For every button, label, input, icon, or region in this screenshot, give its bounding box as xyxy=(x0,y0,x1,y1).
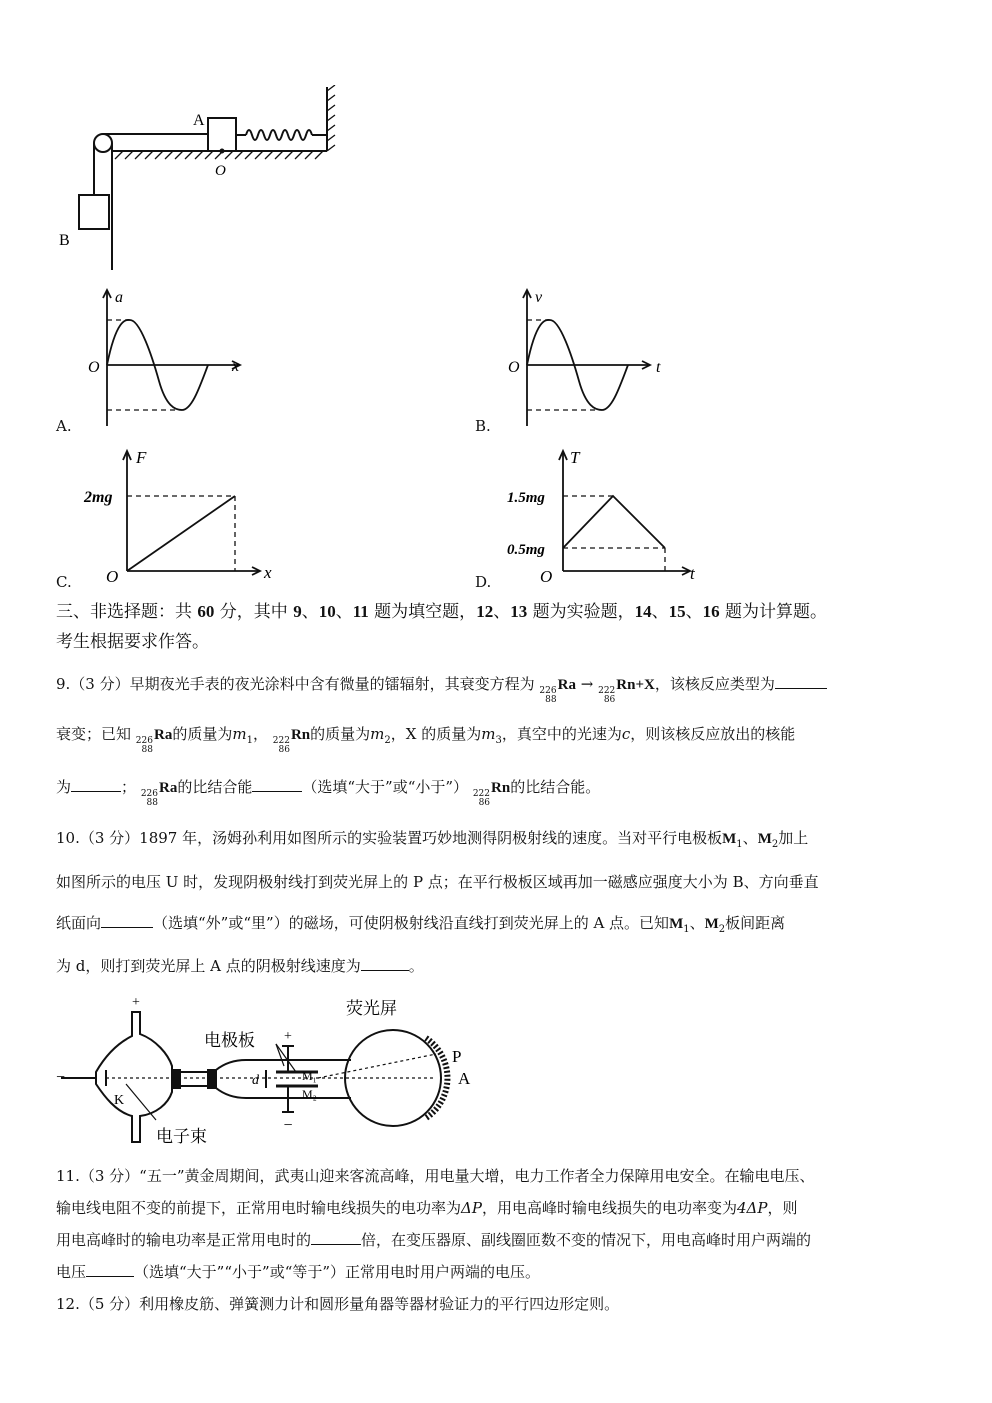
section-heading: 三、非选择题：共 60 分，其中 9、10、11 题为填空题，12、13 题为实验题，14、15、16 题为计算题。 xyxy=(56,602,827,622)
tube-plus-top: + xyxy=(132,995,140,1010)
q10-line2: 如图所示的电压 U 时，发现阴极射线打到荧光屏上的 P 点；在平行极板区域再加一磁感应强度大小为 B、方向垂直 xyxy=(56,873,819,891)
option-d-tick-high: 1.5mg xyxy=(507,490,545,506)
point-o-label: O xyxy=(215,163,226,179)
option-d-letter: D. xyxy=(475,573,492,591)
q10-line4: 为 d，则打到荧光屏上 A 点的阴极射线速度为 。 xyxy=(56,957,424,975)
q9-blank-3[interactable] xyxy=(252,777,302,792)
option-b-x-label: t xyxy=(656,359,661,376)
option-a-y-label: a xyxy=(115,289,123,306)
q11-blank-1[interactable] xyxy=(311,1230,361,1245)
option-c-tick-2mg: 2mg xyxy=(84,489,113,506)
option-a-x-label: x xyxy=(232,358,240,375)
tube-beam-label: 电子束 xyxy=(156,1127,207,1146)
q10-blank-1[interactable] xyxy=(101,913,153,928)
option-d-origin: O xyxy=(540,567,553,586)
option-b-y-label: v xyxy=(535,289,543,306)
q11-line3: 用电高峰时的输电功率是正常用电时的 倍，在变压器原、副线圈匝数不变的情况下，用电高峰时用户两端的 xyxy=(56,1231,812,1249)
option-b-letter: B. xyxy=(475,417,491,435)
block-b-label: B xyxy=(59,232,70,249)
option-a-origin: O xyxy=(88,359,100,376)
q9-line2: 衰变；已知 226 88 Ra的质量为$m_1$， 222 86 Rn的质量为$m_2$，X 的质量为$m_3$，真空中的光速为c，则该核反应放出的核能 xyxy=(56,725,796,755)
option-b-origin: O xyxy=(508,359,520,376)
option-d-graph xyxy=(500,445,710,590)
q11-blank-2[interactable] xyxy=(86,1262,134,1277)
option-c-letter: C. xyxy=(56,573,72,591)
q10-line3: 纸面向 （选填“外”或“里”）的磁场，可使阴极射线沿直线打到荧光屏上的 A 点。已知$M_1$、$M_2$板间距离 xyxy=(56,914,786,935)
tube-a-label: A xyxy=(458,1069,471,1088)
option-d-tick-low: 0.5mg xyxy=(507,542,545,558)
block-a-label: A xyxy=(193,112,205,129)
option-d-x-label: t xyxy=(690,564,695,583)
tube-m1-label: M₁ xyxy=(302,1069,317,1083)
option-a-graph xyxy=(80,286,250,431)
spring-pulley-figure xyxy=(55,85,345,275)
q10-blank-2[interactable] xyxy=(361,956,409,971)
tube-d-label: d xyxy=(252,1073,259,1088)
tube-p-label: P xyxy=(452,1047,462,1066)
q12-line1: 12.（5 分）利用橡皮筋、弹簧测力计和圆形量角器等器材验证力的平行四边形定则。 xyxy=(56,1295,620,1313)
option-b-graph xyxy=(500,286,675,431)
q9-line1: 9.（3 分）早期夜光手表的夜光涂料中含有微量的镭辐射，其衰变方程为 226 88 Ra → 222 86 Rn+X，该核反应类型为 xyxy=(56,674,827,705)
option-c-x-label: x xyxy=(264,563,272,582)
tube-screen-label: 荧光屏 xyxy=(346,999,397,1018)
tube-minus-plate: − xyxy=(283,1117,293,1134)
tube-cathode-label: K xyxy=(114,1093,125,1108)
section-heading-line2: 考生根据要求作答。 xyxy=(56,632,209,652)
q11-line1: 11.（3 分）“五一”黄金周期间，武夷山迎来客流高峰，用电量大增，电力工作者全力保障用电安全。在输电电压、 xyxy=(56,1167,815,1185)
tube-minus-left: − xyxy=(56,1069,66,1086)
option-d-y-label: T xyxy=(570,448,580,467)
q10-line1: 10.（3 分）1897 年，汤姆孙利用如图所示的实验装置巧妙地测得阴极射线的速度。当对平行电极板$M_1$、$M_2$加上 xyxy=(56,829,809,850)
q11-line4: 电压 （选填“大于”“小于”或“等于”）正常用电时用户两端的电压。 xyxy=(56,1263,541,1281)
cathode-ray-tube-figure xyxy=(56,992,486,1152)
tube-plates-label: 电极板 xyxy=(204,1031,255,1050)
q9-line3: 为 ； 226 88 Ra的比结合能 （选填“大于”或“小于”） 222 86 Rn的比结合能。 xyxy=(56,778,601,808)
tube-m2-label: M₂ xyxy=(302,1087,317,1101)
option-c-origin: O xyxy=(106,567,119,586)
q9-blank-1[interactable] xyxy=(775,674,827,689)
tube-plus-plate: + xyxy=(284,1029,292,1044)
q11-line2: 输电线电阻不变的前提下，正常用电时输电线损失的电功率为ΔP，用电高峰时输电线损失的电功率变为4ΔP，则 xyxy=(56,1199,798,1217)
option-c-y-label: F xyxy=(136,448,147,467)
option-a-letter: A. xyxy=(56,417,72,435)
q9-blank-2[interactable] xyxy=(71,777,121,792)
option-c-graph xyxy=(80,445,290,590)
